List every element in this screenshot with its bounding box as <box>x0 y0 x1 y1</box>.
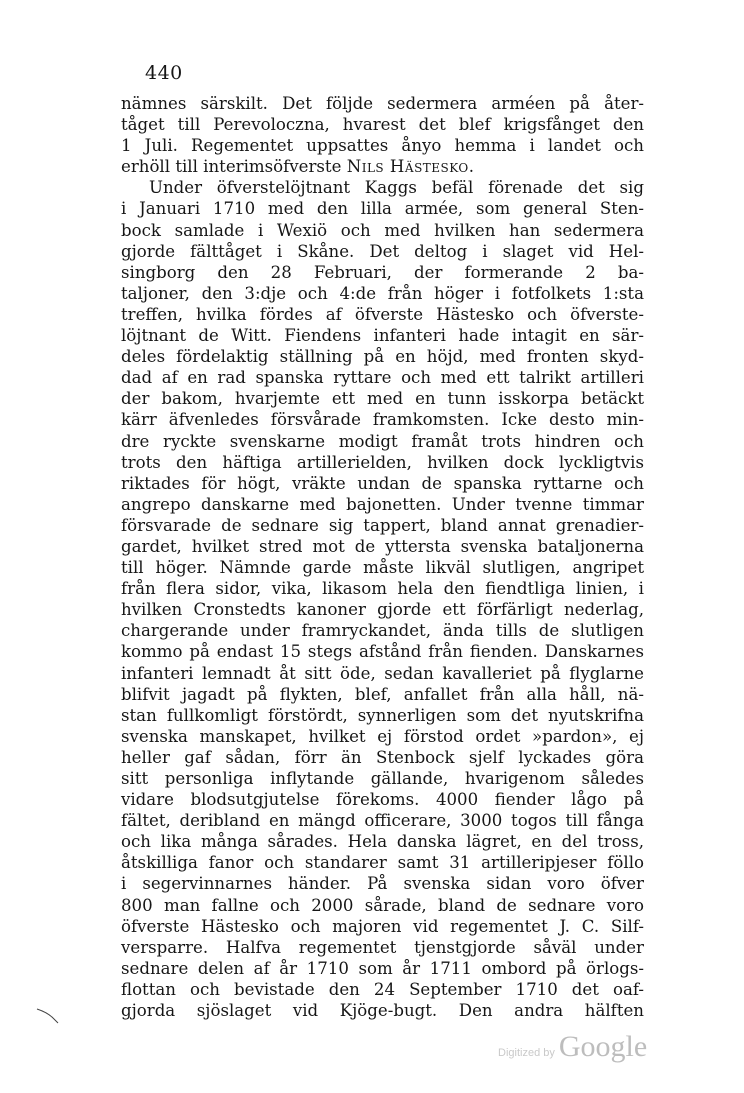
text-line: singborg den 28 Februari, der formerande 2 ba- <box>121 262 644 282</box>
text-line: stan fullkomligt förstördt, synnerligen som det nyutskrifna <box>121 705 644 725</box>
text-line: hvilken Cronstedts kanoner gjorde ett förfärligt nederlag, <box>121 600 644 620</box>
text-line-start: erhöll till interimsöfverste <box>121 157 347 177</box>
text-line: gjorde fälttåget i Skåne. Det deltog i slaget vid Hel- <box>121 241 644 261</box>
text-line: försvarade de sednare sig tappert, bland annat grenadier- <box>121 515 644 535</box>
text-line: versparre. Halfva regementet tjenstgjorde såväl under <box>121 937 644 957</box>
text-line: trots den häftiga artillerielden, hvilken dock lyckligtvis <box>121 452 644 472</box>
text-line: kommo på endast 15 stegs afstånd från fienden. Danskarnes <box>121 642 644 662</box>
text-line <box>121 156 644 177</box>
text-line: vidare blodsutgjutelse förekoms. 4000 fiender lågo på <box>121 790 644 810</box>
text-line: dre ryckte svenskarne modigt framåt trots hindren och <box>121 431 644 451</box>
text-line: treffen, hvilka fördes af öfverste Hästesko och öfverste- <box>121 304 644 324</box>
text-line: dad af en rad spanska ryttare och med ett talrikt artilleri <box>121 368 644 388</box>
text-line: öfverste Hästesko och majoren vid regementet J. C. Silf- <box>121 916 644 936</box>
text-line: flottan och bevistade den 24 September 1710 det oaf- <box>121 979 644 999</box>
text-line: i segervinnarnes händer. På svenska sidan voro öfver <box>121 874 644 894</box>
text-line: chargerande under framryckandet, ända tills de slutligen <box>121 621 644 641</box>
text-line: sednare delen af år 1710 som år 1711 ombord på örlogs- <box>121 958 644 978</box>
digitized-by-watermark <box>498 1030 647 1064</box>
text-line: heller gaf sådan, förr än Stenbock sjelf lyckades göra <box>121 747 644 767</box>
text-line: åtskilliga fanor och standarer samt 31 artilleripjeser föllo <box>121 853 644 873</box>
text-line: Under öfverstelöjtnant Kaggs befäl förenade det sig <box>149 178 644 198</box>
text-line-end: . <box>468 157 475 177</box>
scan-mark <box>36 1005 64 1025</box>
page-number: 440 <box>145 62 183 84</box>
text-line: deles fördelaktig ställning på en höjd, med fronten skyd- <box>121 347 644 367</box>
text-line: taljoner, den 3:dje och 4:de från höger i fotfolkets 1:sta <box>121 283 644 303</box>
text-line: svenska manskapet, hvilket ej förstod ordet »pardon», ej <box>121 726 644 746</box>
text-line: och lika många sårades. Hela danska lägret, en del tross, <box>121 832 644 852</box>
text-line: i Januari 1710 med den lilla armée, som general Sten- <box>121 199 644 219</box>
text-line: tåget till Perevoloczna, hvarest det blef krigsfånget den <box>121 115 644 135</box>
text-line: till höger. Nämnde garde måste likväl slutligen, angripet <box>121 558 644 578</box>
text-line: blifvit jagadt på flykten, blef, anfallet från alla håll, nä- <box>121 684 644 704</box>
text-line: fältet, deribland en mängd officerare, 3000 togos till fånga <box>121 811 644 831</box>
watermark-prefix: Digitized by <box>498 1047 555 1059</box>
text-line: bock samlade i Wexiö och med hvilken han sedermera <box>121 220 644 240</box>
text-line: infanteri lemnadt åt sitt öde, sedan kavalleriet på flyglarne <box>121 663 644 683</box>
text-line: kärr äfvenledes försvårade framkomsten. Icke desto min- <box>121 410 644 430</box>
text-line: gardet, hvilket stred mot de yttersta svenska bataljonerna <box>121 536 644 556</box>
body-text <box>121 93 644 1021</box>
text-line: löjtnant de Witt. Fiendens infanteri hade intagit en sär- <box>121 326 644 346</box>
text-line: nämnes särskilt. Det följde sedermera arméen på åter- <box>121 94 644 113</box>
text-line: gjorda sjöslaget vid Kjöge-bugt. Den andra hälften <box>121 1001 644 1021</box>
google-logo: Google <box>558 1030 648 1063</box>
text-line: riktades för högt, vräkte undan de spanska ryttarne och <box>121 473 644 493</box>
text-line: 1 Juli. Regementet uppsattes ånyo hemma i landet och <box>121 136 644 156</box>
text-line: sitt personliga inflytande gällande, hvarigenom således <box>121 769 644 788</box>
text-line: angrepo danskarne med bajonetten. Under tvenne timmar <box>121 494 644 514</box>
colonel-name: Nils Hästesko <box>346 157 469 177</box>
text-line: der bakom, hvarjemte ett med en tunn isskorpa betäckt <box>121 389 644 409</box>
text-line: från flera sidor, vika, likasom hela den fiendtliga linien, i <box>121 579 644 599</box>
text-line: 800 man fallne och 2000 sårade, bland de sednare voro <box>121 895 644 915</box>
